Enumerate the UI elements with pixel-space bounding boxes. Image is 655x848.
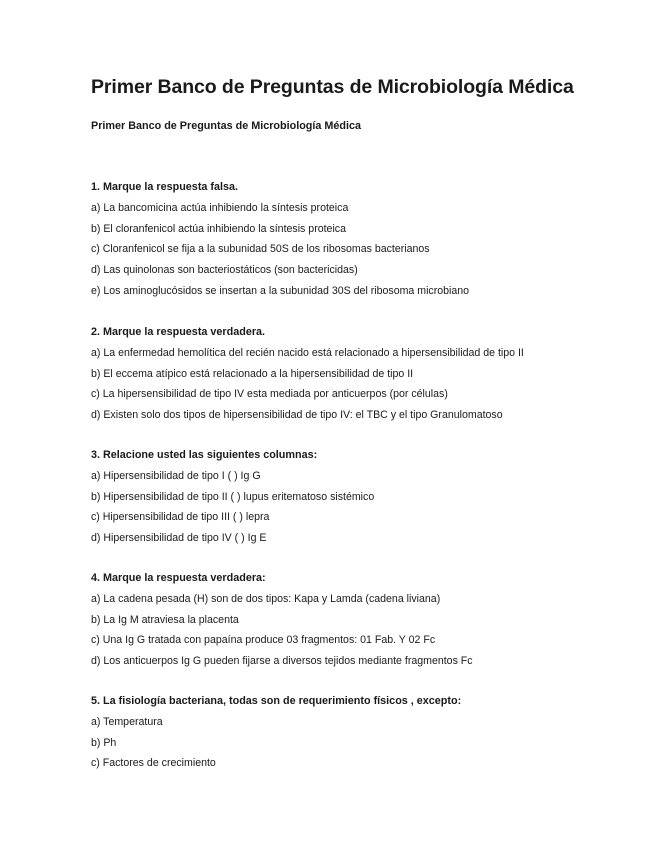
question-text: 4. Marque la respuesta verdadera: [91, 572, 266, 584]
option-d: d) Hipersensibilidad de tipo IV ( ) Ig E [91, 532, 267, 545]
option-a: a) Hipersensibilidad de tipo I ( ) Ig G [91, 469, 261, 482]
option-c: c) Hipersensibilidad de tipo III ( ) lepra [91, 511, 270, 524]
document-title: Primer Banco de Preguntas de Microbiología Médica [91, 76, 574, 98]
option-b: b) Hipersensibilidad de tipo II ( ) lupus eritematoso sistémico [91, 490, 375, 503]
options-list [91, 712, 631, 774]
question-3 [91, 445, 631, 549]
option-c: c) Una Ig G tratada con papaína produce 03 fragmentos: 01 Fab. Y 02 Fc [91, 634, 436, 647]
option-d: d) Las quinolonas son bacteriostáticos (son bactericidas) [91, 264, 358, 277]
options-list [91, 466, 631, 549]
option-b: b) La Ig M atraviesa la placenta [91, 613, 239, 626]
option-c: c) Factores de crecimiento [91, 757, 216, 770]
option-d: d) Los anticuerpos Ig G pueden fijarse a diversos tejidos mediante fragmentos Fc [91, 655, 473, 668]
question-5 [91, 691, 631, 774]
option-a: a) La bancomicina actúa inhibiendo la síntesis proteica [91, 201, 349, 214]
options-list [91, 343, 631, 426]
question-4 [91, 568, 631, 672]
document-subtitle: Primer Banco de Preguntas de Microbiología Médica [91, 120, 361, 132]
option-a: a) Temperatura [91, 715, 163, 728]
question-text: 3. Relacione usted las siguientes columnas: [91, 449, 318, 461]
options-list [91, 589, 631, 672]
question-1 [91, 177, 631, 302]
question-text: 1. Marque la respuesta falsa. [91, 181, 239, 193]
option-a: a) La enfermedad hemolítica del recién nacido está relacionado a hipersensibilidad de tipo II [91, 346, 524, 359]
option-b: b) El cloranfenicol actúa inhibiendo la síntesis proteica [91, 222, 346, 235]
question-2 [91, 322, 631, 426]
option-c: c) La hipersensibilidad de tipo IV esta mediada por anticuerpos (por células) [91, 388, 448, 401]
option-d: d) Existen solo dos tipos de hipersensibilidad de tipo IV: el TBC y el tipo Granulomatoso [91, 409, 503, 422]
option-a: a) La cadena pesada (H) son de dos tipos: Kapa y Lamda (cadena liviana) [91, 592, 441, 605]
question-text: 5. La fisiología bacteriana, todas son de requerimiento físicos , excepto: [91, 695, 462, 707]
option-b: b) El eccema atípico está relacionado a la hipersensibilidad de tipo II [91, 367, 414, 380]
question-text: 2. Marque la respuesta verdadera. [91, 326, 266, 338]
option-e: e) Los aminoglucósidos se insertan a la subunidad 30S del ribosoma microbiano [91, 284, 470, 297]
options-list [91, 198, 631, 302]
option-b: b) Ph [91, 736, 117, 749]
option-c: c) Cloranfenicol se fija a la subunidad 50S de los ribosomas bacterianos [91, 243, 430, 256]
